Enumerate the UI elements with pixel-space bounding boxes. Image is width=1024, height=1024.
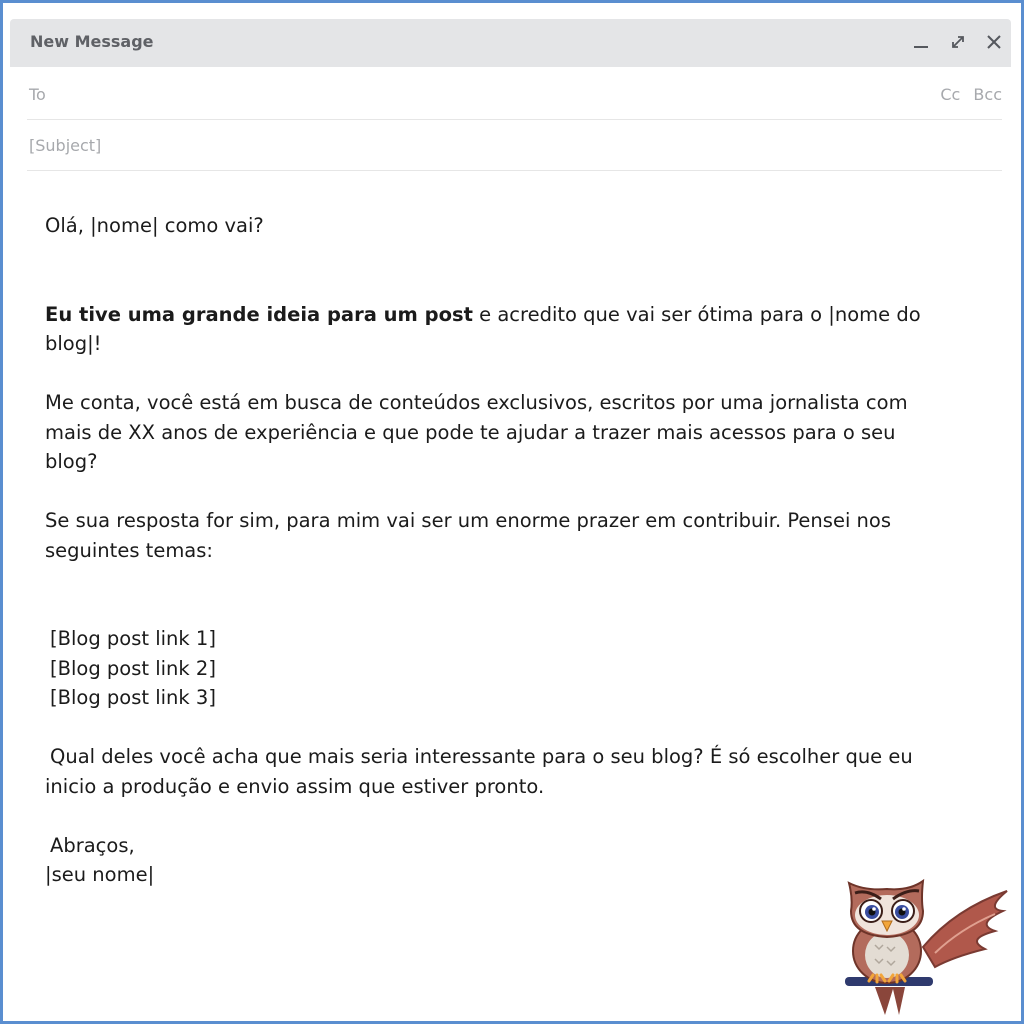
paragraph-choice	[45, 742, 935, 801]
to-field-placeholder: To	[29, 85, 46, 104]
minimize-button[interactable]	[907, 28, 935, 56]
signature-line: |seu nome|	[45, 863, 155, 886]
blog-post-link-3: [Blog post link 3]	[50, 686, 216, 709]
paragraph-offer: Se sua resposta for sim, para mim vai ser um enorme prazer em contribuir. Pensei nos seguintes temas:	[45, 509, 892, 562]
choice-text: Qual deles você acha que mais seria interessante para o seu blog? É só escolher que eu inicio a produção e envio assim que estiver pronto.	[45, 745, 913, 798]
message-body[interactable]	[45, 211, 935, 890]
to-field[interactable]	[27, 69, 1002, 120]
title-bar	[10, 19, 1011, 67]
close-button[interactable]	[980, 28, 1008, 56]
expand-icon	[950, 34, 966, 50]
cc-bcc-group	[932, 85, 1002, 104]
paragraph-idea	[45, 300, 935, 359]
subject-field[interactable]	[27, 120, 1002, 171]
cc-button[interactable]: Cc	[940, 85, 961, 104]
minimize-icon	[913, 34, 929, 50]
greeting-line: Olá, |nome| como vai?	[45, 214, 264, 237]
idea-rest: e acredito que vai ser ótima para o |nome do blog|!	[45, 302, 921, 355]
blog-post-link-2: [Blog post link 2]	[50, 656, 216, 680]
owl-mascot	[835, 869, 1011, 1019]
closing-line: Abraços,	[50, 833, 135, 857]
subject-placeholder: [Subject]	[29, 136, 102, 155]
window-title: New Message	[30, 32, 154, 51]
close-icon	[986, 34, 1002, 50]
blog-post-link-1: [Blog post link 1]	[50, 627, 216, 650]
expand-button[interactable]	[944, 28, 972, 56]
paragraph-question: Me conta, você está em busca de conteúdos exclusivos, escritos por uma jornalista com mais de XX anos de experiência e que pode te ajudar a trazer mais acessos para o seu blog?	[45, 391, 908, 473]
idea-highlight: Eu tive uma grande ideia para um post	[45, 302, 473, 326]
bcc-button[interactable]: Bcc	[973, 85, 1002, 104]
